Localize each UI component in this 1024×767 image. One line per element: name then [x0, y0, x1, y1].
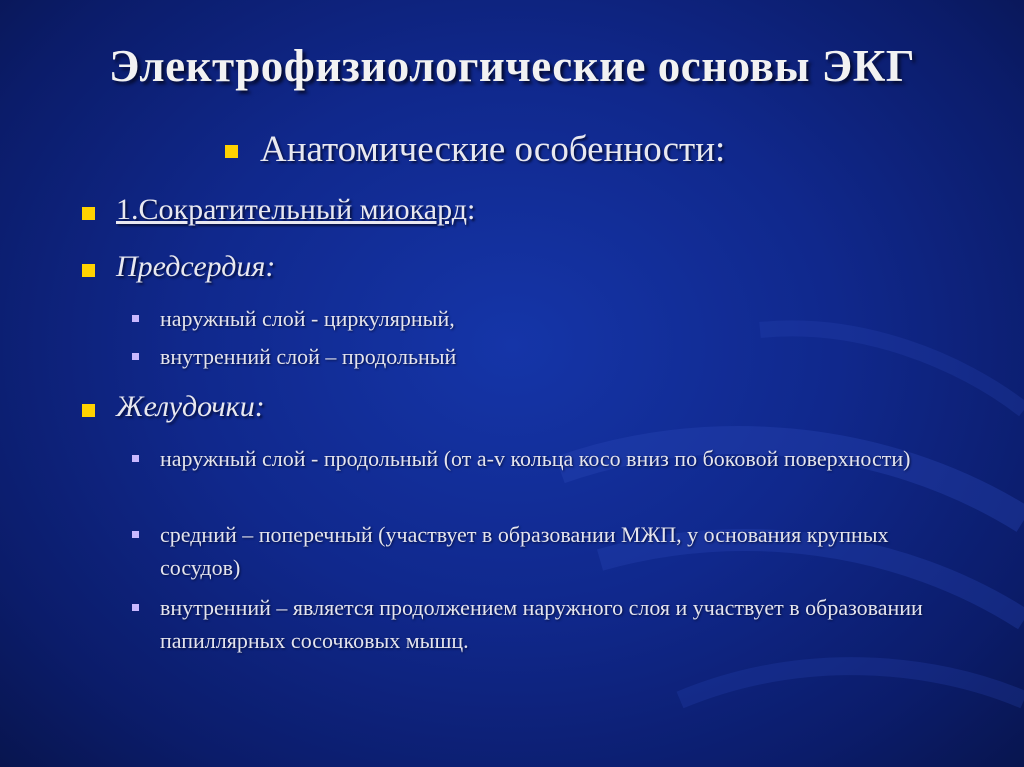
bullet-square-icon: [82, 264, 95, 277]
ventricles-heading: Желудочки:: [116, 390, 265, 423]
atria-item-inner-layer: внутренний слой – продольный: [160, 344, 457, 369]
sub-bullet-icon: [132, 315, 139, 322]
sub-bullet-icon: [132, 455, 139, 462]
bullet-square-icon: [82, 207, 95, 220]
bullet-square-icon: [82, 404, 95, 417]
bullet-square-icon: [225, 145, 238, 158]
atria-heading: Предсердия:: [116, 250, 276, 283]
section-contractile-myocardium-colon: :: [466, 193, 476, 226]
slide-subtitle: Анатомические особенности:: [260, 129, 726, 170]
ventricles-item-inner-layer: внутренний – является продолжением наружного слоя и участвует в образовании папиллярных сосочковых мышц.: [160, 595, 923, 653]
atria-item-outer-layer: наружный слой - циркулярный,: [160, 306, 455, 331]
ventricles-item-middle-layer: средний – поперечный (участвует в образовании МЖП, у основания крупных сосудов): [160, 522, 889, 580]
ventricles-item-outer-layer: наружный слой - продольный (от a-v кольца косо вниз по боковой поверхности): [160, 446, 911, 471]
sub-bullet-icon: [132, 353, 139, 360]
slide-title: Электрофизиологические основы ЭКГ: [108, 41, 916, 91]
section-contractile-myocardium: [116, 193, 475, 227]
sub-bullet-icon: [132, 604, 139, 611]
section-contractile-myocardium-label: 1.Сократительный миокард: [116, 193, 467, 226]
sub-bullet-icon: [132, 531, 139, 538]
